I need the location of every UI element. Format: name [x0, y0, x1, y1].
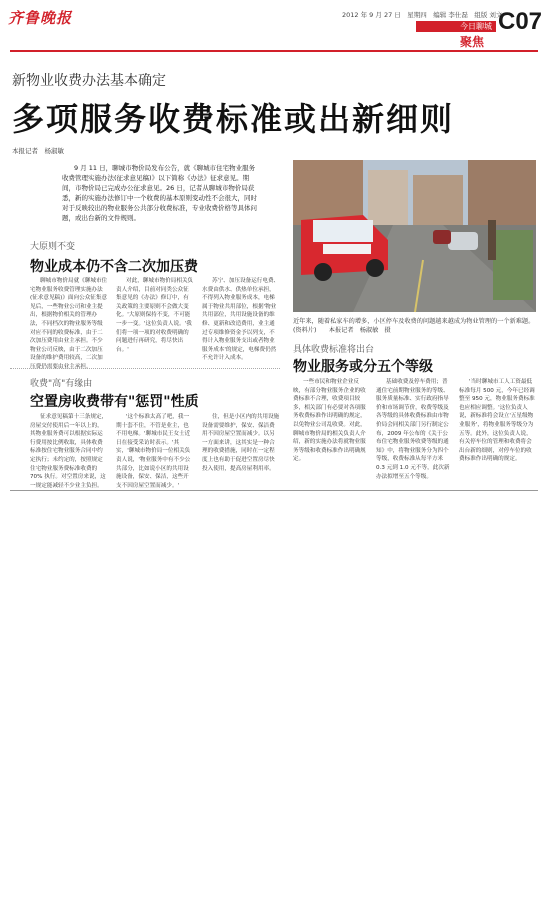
section-3-head: 物业服务或分五个等级: [293, 359, 433, 375]
lead-paragraph: 9 月 11 日，聊城市物价局发布公告，就《聊城市住宅物业服务收费管理实施办法(征求意见稿)》以下简称《办法》征求意见。期间，市物价局已完成办公征求意见。26 日，记者从聊城市物价局获悉，新的实施办法修订中一个收费的基本原则变动性不会很大，同时对于反映较出的物业服务公共部分收费标准，专业收费价格等具体问题，或出台新的文件规则。: [62, 164, 257, 222]
article-kicker: 新物业收费办法基本确定: [12, 73, 166, 89]
header-rule: [10, 50, 538, 52]
section-name: 聚焦: [460, 35, 485, 49]
section-1-col-1: 聊城市物价局就《聊城市住宅物业服务收费管理实施办法(征求意见稿)》面向公众征集意见后，一些物业公司和业主提出，根据物价相关的管理办法，不同档次的物业服务等级对应不同的收费标准，由于二次加压费用由业主承担。不少物业公司反映，由于二次加压设备的维护费用较高，二次加压费仍需要由业主承担。: [30, 278, 108, 370]
article-headline: 多项服务收费标准或出新细则: [12, 100, 455, 138]
bottom-rule: [10, 490, 538, 491]
divider: [10, 368, 280, 369]
section-2-head: 空置房收费带有"惩罚"性质: [30, 394, 199, 410]
masthead-logo: 齐鲁晚报: [8, 9, 73, 27]
section-3-col-1: 一些市民和物业企业反映，有部分物业服务企业的收费标准不合理，收费项目较多，相关部门有必要对各项服务收费标准作出明确的规定，以免物业公司乱收费。对此，聊城市物价局的相关负责人介绍，新的实施办法将就物业服务等级和收费标准作出明确规定。: [293, 379, 366, 463]
section-3-col-3: '当时聊城市工人工资最低标准每月 500 元，今年已经调整至 950 元，物业服务费标准也应相应调整。'这位负责人说，新标准将会设立'五星级物业服务'，将物业服务等级分为五等。此外，这位负责人说，有关停车位的管理和收费将会出台新的细则，对停车位的收费标准作出明确的规定。: [459, 379, 535, 463]
section-3-kicker: 具体收费标准将出台: [293, 345, 375, 355]
section-1-col-3: 苏宁、加压设备运行电费、水费由供水、供热单位承担，不得列入物业服务成本，电梯属于物业共用部位，根据'物业共用部位，共用设施设备的维修、更新和改造费用，业主通过专项维修资金予以列支，不得计入物业服务支出或者物业服务成本'的规定，电梯费仍然不允许计入成本。: [202, 278, 280, 362]
section-1-kicker: 大原则不变: [30, 242, 76, 252]
edition-tag: 今日聊城: [416, 21, 496, 32]
news-photo: [293, 160, 536, 312]
section-2-kicker: 收费"高"有缘由: [30, 379, 93, 389]
date-line: 2012 年 9 月 27 日 星期四 编辑 李仕磊 组版 刘文: [342, 11, 503, 19]
byline: 本报记者 杨淑敏: [12, 147, 64, 155]
photo-caption: 近年来，随着私家车的增多，小区停车及收费的问题越来越成为物业管理的一个新难题。(资料片) 本报记者 杨淑敏 摄: [293, 318, 535, 334]
page-number: C07: [498, 8, 543, 35]
section-2-col-2: '这个标准太高了吧，我一期十套不住，不管是业主，也不用电梯。'聊城市民王女士近日在接受采访时表示。'其实，'聊城市物价局一位相关负责人说，'物业服务中有不少公共部分，比如说小区的共用设施设备，保安、保洁，这些开支不因房屋空置而减少。': [116, 414, 191, 489]
section-1-head: 物业成本仍不含二次加压费: [30, 259, 198, 275]
section-2-col-3: 住，但是小区内的共用设施设备需要维护，保安、保洁费用不因房屋空置而减少。以另一方面来讲，这其实是一种合理的收费措施，同时在一定程度上也有助于促进空置房尽快投入使用，提高房屋利用率。: [202, 414, 280, 472]
section-2-col-1: 征求意见稿第十三条规定，房屋交付使用后一年以上的，其物业服务费可以根据实际运行费用按比例收取，具体收费标准按住宅物业服务合同中约定执行；未约定的，按照规定住宅物业服务费标准收费的 70% 执行。对空置房来说，这一规定能减轻不少业主负担。: [30, 414, 108, 489]
street-scene-image: [293, 160, 536, 312]
section-3-col-2: 基础收费及停车费用；普通住宅前期物业服务的等级、服务质量标准、实行政府指导价和市场调节价，收费等级及各等级的具体收费标准由市物价局会同相关部门另行制定公布，2009 年公布的《关于公布住宅物业服务收费等级的通知》中，将物业服务分为四个等级，收费标准从每平方米 0.3 元到 1.0 元不等，此次新办法拟增至五个等级。: [376, 379, 450, 480]
section-1-col-2: 对此，聊城市物价局相关负责人介绍，目前对同类公众征集意见的《办法》修订中，有关政策的主要原则不会做大变化。'大原则保持不变，不可能一步一变。'这位负责人说。'我们将一项一项的对收费明确的问题进行再研究，将尽快出台。': [116, 278, 194, 353]
